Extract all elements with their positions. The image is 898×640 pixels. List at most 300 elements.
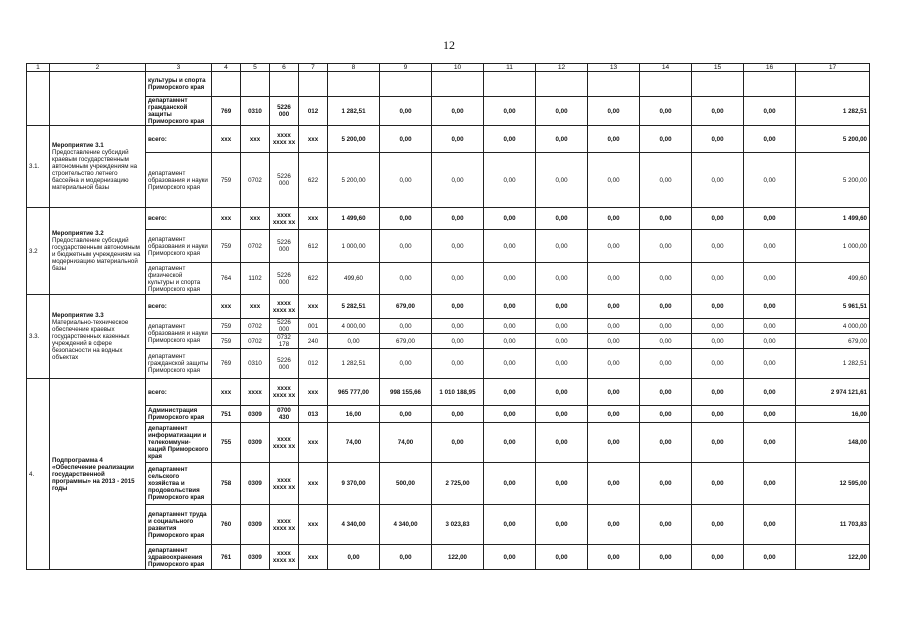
table-row (27, 97, 870, 126)
code-cell: ххх (299, 545, 328, 570)
amount-cell: 0,00 (484, 349, 536, 379)
column-number: 3 (146, 64, 212, 72)
total-cell: 148,00 (796, 423, 870, 463)
amount-cell: 500,00 (380, 463, 432, 505)
amount-cell: 1 282,51 (328, 349, 380, 379)
amount-cell: 0,00 (692, 406, 744, 423)
amount-cell: 679,00 (380, 295, 432, 319)
code-cell: ххх (299, 379, 328, 406)
amount-cell: 0,00 (692, 208, 744, 230)
amount-cell: 0,00 (484, 153, 536, 208)
table-row (27, 463, 870, 505)
total-cell: 1 499,60 (796, 208, 870, 230)
code-cell: хххх хххх хх (270, 505, 299, 545)
item-name-title: Мероприятие 3.2 (52, 230, 104, 237)
amount-cell: 0,00 (588, 97, 640, 126)
amount-cell: 0,00 (536, 406, 588, 423)
amount-cell: 0,00 (536, 153, 588, 208)
page-number: 12 (443, 38, 455, 52)
code-cell: 5226 000 (270, 230, 299, 263)
budget-table (26, 63, 870, 570)
code-cell: ххх (299, 505, 328, 545)
amount-cell: 0,00 (744, 349, 796, 379)
total-cell: 499,60 (796, 263, 870, 295)
executor-cell: всего: (146, 295, 212, 319)
total-cell: 1 282,51 (796, 97, 870, 126)
code-cell: 622 (299, 153, 328, 208)
table-row (27, 295, 870, 319)
code-cell: 0309 (241, 505, 270, 545)
amount-cell: 0,00 (640, 319, 692, 334)
amount-cell: 1 282,51 (328, 97, 380, 126)
amount-cell: 5 200,00 (328, 153, 380, 208)
amount-cell: 0,00 (536, 319, 588, 334)
amount-cell: 0,00 (380, 406, 432, 423)
amount-cell: 0,00 (432, 263, 484, 295)
amount-cell (536, 72, 588, 97)
amount-cell: 122,00 (432, 545, 484, 570)
executor-cell: департамент образования и науки Приморского края (146, 230, 212, 263)
amount-cell: 0,00 (328, 545, 380, 570)
amount-cell: 0,00 (484, 545, 536, 570)
code-cell: 013 (299, 406, 328, 423)
amount-cell: 679,00 (380, 334, 432, 349)
amount-cell: 0,00 (640, 334, 692, 349)
code-cell: 0702 (241, 319, 270, 334)
code-cell: хххх хххх хх (270, 545, 299, 570)
amount-cell: 0,00 (744, 406, 796, 423)
amount-cell: 0,00 (588, 153, 640, 208)
item-number: 3.1. (27, 126, 50, 208)
code-cell: хххх хххх хх (270, 295, 299, 319)
amount-cell: 0,00 (432, 319, 484, 334)
amount-cell (692, 72, 744, 97)
column-number: 1 (27, 64, 50, 72)
amount-cell: 0,00 (484, 126, 536, 153)
amount-cell (380, 72, 432, 97)
item-number: 4. (27, 379, 50, 570)
amount-cell: 0,00 (536, 423, 588, 463)
total-cell: 12 595,00 (796, 463, 870, 505)
amount-cell: 0,00 (692, 545, 744, 570)
code-cell: 0310 (241, 349, 270, 379)
amount-cell: 0,00 (744, 263, 796, 295)
code-cell: 5226 000 (270, 349, 299, 379)
column-number: 12 (536, 64, 588, 72)
total-cell: 2 974 121,61 (796, 379, 870, 406)
code-cell: ххх (212, 126, 241, 153)
item-number: 3.3. (27, 295, 50, 379)
amount-cell: 0,00 (692, 126, 744, 153)
total-cell: 11 703,83 (796, 505, 870, 545)
amount-cell: 0,00 (692, 334, 744, 349)
code-cell: ххх (299, 208, 328, 230)
code-cell: хххх хххх хх (270, 126, 299, 153)
code-cell: хххх хххх хх (270, 423, 299, 463)
amount-cell (796, 72, 870, 97)
amount-cell: 0,00 (588, 230, 640, 263)
code-cell: 769 (212, 97, 241, 126)
amount-cell: 0,00 (536, 505, 588, 545)
amount-cell: 0,00 (588, 349, 640, 379)
table-row (27, 153, 870, 208)
amount-cell: 0,00 (536, 463, 588, 505)
executor-cell: департамент труда и социального развития Приморского края (146, 505, 212, 545)
column-number: 11 (484, 64, 536, 72)
table-row (27, 406, 870, 423)
item-name: Подпрограмма 4 «Обеспечение реализации государственной программы» на 2013 - 2015 годы (50, 379, 146, 570)
column-number: 4 (212, 64, 241, 72)
executor-cell: департамент информатизации и телекоммуни- каций Приморского края (146, 423, 212, 463)
code-cell: хххх хххх хх (270, 379, 299, 406)
amount-cell: 0,00 (484, 379, 536, 406)
code-cell: 0309 (241, 545, 270, 570)
code-cell: 5226 000 (270, 263, 299, 295)
code-cell: 5226 000 (270, 97, 299, 126)
amount-cell: 0,00 (380, 97, 432, 126)
amount-cell: 0,00 (380, 230, 432, 263)
code-cell: ххх (212, 208, 241, 230)
total-cell: 5 200,00 (796, 153, 870, 208)
amount-cell: 965 777,00 (328, 379, 380, 406)
amount-cell (588, 72, 640, 97)
amount-cell: 0,00 (692, 423, 744, 463)
code-cell: 0702 (241, 230, 270, 263)
amount-cell: 0,00 (328, 334, 380, 349)
amount-cell: 0,00 (692, 505, 744, 545)
amount-cell: 0,00 (692, 379, 744, 406)
executor-cell: департамент здравоохранения Приморского края (146, 545, 212, 570)
amount-cell: 0,00 (380, 263, 432, 295)
amount-cell: 0,00 (692, 319, 744, 334)
amount-cell: 0,00 (640, 295, 692, 319)
executor-cell: департамент образования и науки Приморского края (146, 153, 212, 208)
executor-cell: культуры и спорта Приморского края (146, 72, 212, 97)
table-row (27, 505, 870, 545)
total-cell: 1 282,51 (796, 349, 870, 379)
executor-cell: всего: (146, 208, 212, 230)
amount-cell: 0,00 (380, 319, 432, 334)
amount-cell: 0,00 (640, 349, 692, 379)
table-row (27, 379, 870, 406)
amount-cell: 0,00 (640, 97, 692, 126)
amount-cell: 0,00 (432, 334, 484, 349)
amount-cell (432, 72, 484, 97)
amount-cell (744, 72, 796, 97)
code-cell: 1102 (241, 263, 270, 295)
code-cell: хххх (241, 379, 270, 406)
code-cell: 5226 000 (270, 319, 299, 334)
total-cell: 122,00 (796, 545, 870, 570)
amount-cell: 1 499,60 (328, 208, 380, 230)
amount-cell: 0,00 (380, 153, 432, 208)
item-name: Мероприятие 3.2 Предоставление субсидий государственным автономным и бюджетным учреждениям на модернизацию материальной базы (50, 208, 146, 295)
amount-cell: 0,00 (432, 349, 484, 379)
amount-cell: 0,00 (484, 423, 536, 463)
amount-cell: 0,00 (640, 423, 692, 463)
column-number: 2 (50, 64, 146, 72)
item-name: Мероприятие 3.1 Предоставление субсидий краевым государственным автономным учреждениям на строительство летнего бассейна и модернизацию материальной базы (50, 126, 146, 208)
code-cell: ххх (299, 295, 328, 319)
amount-cell: 0,00 (640, 263, 692, 295)
item-name-title: Мероприятие 3.1 (52, 142, 104, 149)
column-number: 8 (328, 64, 380, 72)
code-cell: 0702 (241, 334, 270, 349)
column-number: 13 (588, 64, 640, 72)
amount-cell: 4 340,00 (328, 505, 380, 545)
amount-cell: 0,00 (588, 423, 640, 463)
amount-cell: 0,00 (744, 423, 796, 463)
code-cell: 240 (299, 334, 328, 349)
table-row (27, 423, 870, 463)
column-number: 7 (299, 64, 328, 72)
amount-cell: 0,00 (692, 349, 744, 379)
amount-cell: 0,00 (588, 545, 640, 570)
amount-cell: 0,00 (432, 423, 484, 463)
amount-cell: 0,00 (536, 334, 588, 349)
amount-cell: 16,00 (328, 406, 380, 423)
amount-cell: 0,00 (484, 505, 536, 545)
code-cell: ххх (241, 126, 270, 153)
total-cell: 5 961,51 (796, 295, 870, 319)
executor-cell: всего: (146, 379, 212, 406)
amount-cell: 0,00 (588, 505, 640, 545)
amount-cell: 0,00 (744, 463, 796, 505)
amount-cell: 0,00 (432, 295, 484, 319)
amount-cell: 0,00 (432, 406, 484, 423)
amount-cell: 0,00 (484, 295, 536, 319)
amount-cell: 0,00 (380, 349, 432, 379)
amount-cell: 0,00 (536, 126, 588, 153)
amount-cell: 0,00 (432, 208, 484, 230)
amount-cell: 0,00 (744, 379, 796, 406)
code-cell: 758 (212, 463, 241, 505)
amount-cell: 0,00 (484, 406, 536, 423)
amount-cell (328, 72, 380, 97)
amount-cell: 0,00 (380, 545, 432, 570)
amount-cell: 0,00 (536, 349, 588, 379)
column-number: 14 (640, 64, 692, 72)
amount-cell: 0,00 (536, 230, 588, 263)
amount-cell: 2 725,00 (432, 463, 484, 505)
amount-cell: 0,00 (588, 208, 640, 230)
code-cell: 5226 000 (270, 153, 299, 208)
table-row (27, 545, 870, 570)
amount-cell: 0,00 (744, 319, 796, 334)
total-cell: 1 000,00 (796, 230, 870, 263)
column-number-row (27, 64, 870, 72)
amount-cell: 0,00 (484, 263, 536, 295)
code-cell: 759 (212, 334, 241, 349)
code-cell: 759 (212, 319, 241, 334)
amount-cell: 0,00 (484, 208, 536, 230)
code-cell (241, 72, 270, 97)
amount-cell: 0,00 (744, 97, 796, 126)
code-cell: 761 (212, 545, 241, 570)
code-cell: 759 (212, 153, 241, 208)
amount-cell: 0,00 (484, 97, 536, 126)
code-cell: ххх (241, 208, 270, 230)
amount-cell: 0,00 (588, 126, 640, 153)
code-cell: 751 (212, 406, 241, 423)
total-cell: 16,00 (796, 406, 870, 423)
item-name (50, 72, 146, 126)
amount-cell: 0,00 (432, 126, 484, 153)
amount-cell: 0,00 (536, 379, 588, 406)
amount-cell: 1 010 188,95 (432, 379, 484, 406)
amount-cell: 0,00 (588, 406, 640, 423)
amount-cell: 0,00 (744, 153, 796, 208)
amount-cell: 0,00 (744, 295, 796, 319)
amount-cell: 5 282,51 (328, 295, 380, 319)
amount-cell: 0,00 (640, 208, 692, 230)
code-cell: 759 (212, 230, 241, 263)
code-cell: 612 (299, 230, 328, 263)
executor-cell: департамент гражданской защиты Приморского края (146, 97, 212, 126)
amount-cell: 0,00 (692, 263, 744, 295)
code-cell (212, 72, 241, 97)
amount-cell: 0,00 (484, 230, 536, 263)
executor-cell: департамент физической культуры и спорта Приморского края (146, 263, 212, 295)
item-number: 3.2 (27, 208, 50, 295)
amount-cell: 0,00 (588, 334, 640, 349)
amount-cell: 0,00 (484, 334, 536, 349)
code-cell: 0309 (241, 463, 270, 505)
code-cell: 760 (212, 505, 241, 545)
code-cell (270, 72, 299, 97)
code-cell: ххх (299, 126, 328, 153)
code-cell: хххх хххх хх (270, 463, 299, 505)
code-cell: ххх (212, 379, 241, 406)
amount-cell: 4 340,00 (380, 505, 432, 545)
executor-cell: всего: (146, 126, 212, 153)
column-number: 10 (432, 64, 484, 72)
column-number: 16 (744, 64, 796, 72)
amount-cell: 0,00 (432, 153, 484, 208)
amount-cell: 0,00 (484, 463, 536, 505)
code-cell: 755 (212, 423, 241, 463)
executor-cell: департамент гражданской защиты Приморского края (146, 349, 212, 379)
code-cell: 012 (299, 349, 328, 379)
total-cell: 4 000,00 (796, 319, 870, 334)
amount-cell: 0,00 (744, 545, 796, 570)
table-row (27, 319, 870, 334)
amount-cell: 0,00 (640, 379, 692, 406)
amount-cell: 9 370,00 (328, 463, 380, 505)
amount-cell: 0,00 (380, 208, 432, 230)
amount-cell: 0,00 (692, 230, 744, 263)
amount-cell: 0,00 (588, 319, 640, 334)
amount-cell: 0,00 (640, 230, 692, 263)
executor-cell: Администрация Приморского края (146, 406, 212, 423)
code-cell: 0310 (241, 97, 270, 126)
code-cell: 622 (299, 263, 328, 295)
amount-cell: 0,00 (692, 153, 744, 208)
amount-cell: 0,00 (692, 97, 744, 126)
amount-cell: 0,00 (536, 208, 588, 230)
amount-cell: 0,00 (640, 153, 692, 208)
amount-cell: 0,00 (588, 295, 640, 319)
amount-cell: 74,00 (328, 423, 380, 463)
table-row (27, 263, 870, 295)
code-cell: ххх (299, 463, 328, 505)
amount-cell: 0,00 (640, 545, 692, 570)
amount-cell (484, 72, 536, 97)
code-cell: ххх (299, 423, 328, 463)
amount-cell: 0,00 (536, 545, 588, 570)
code-cell: 012 (299, 97, 328, 126)
amount-cell: 0,00 (640, 126, 692, 153)
amount-cell: 0,00 (380, 126, 432, 153)
code-cell: 764 (212, 263, 241, 295)
executor-cell: департамент сельского хозяйства и продовольствия Приморского края (146, 463, 212, 505)
code-cell: 769 (212, 349, 241, 379)
amount-cell: 0,00 (692, 295, 744, 319)
amount-cell: 998 155,66 (380, 379, 432, 406)
column-number: 6 (270, 64, 299, 72)
code-cell: ххх (241, 295, 270, 319)
amount-cell: 0,00 (432, 230, 484, 263)
amount-cell: 74,00 (380, 423, 432, 463)
amount-cell: 5 200,00 (328, 126, 380, 153)
amount-cell: 3 023,83 (432, 505, 484, 545)
amount-cell: 0,00 (744, 505, 796, 545)
code-cell: 0700 430 (270, 406, 299, 423)
amount-cell: 0,00 (432, 97, 484, 126)
total-cell: 5 200,00 (796, 126, 870, 153)
column-number: 15 (692, 64, 744, 72)
code-cell (299, 72, 328, 97)
amount-cell: 0,00 (692, 463, 744, 505)
table-row (27, 230, 870, 263)
code-cell: 0309 (241, 423, 270, 463)
amount-cell: 0,00 (484, 319, 536, 334)
total-cell: 679,00 (796, 334, 870, 349)
amount-cell: 0,00 (588, 463, 640, 505)
code-cell: 0732 178 (270, 334, 299, 349)
amount-cell: 0,00 (640, 463, 692, 505)
table-row (27, 349, 870, 379)
amount-cell: 0,00 (536, 295, 588, 319)
column-number: 9 (380, 64, 432, 72)
amount-cell (640, 72, 692, 97)
amount-cell: 0,00 (588, 263, 640, 295)
amount-cell: 0,00 (744, 230, 796, 263)
item-number (27, 72, 50, 126)
amount-cell: 0,00 (744, 126, 796, 153)
code-cell: ххх (212, 295, 241, 319)
code-cell: 0309 (241, 406, 270, 423)
column-number: 5 (241, 64, 270, 72)
amount-cell: 4 000,00 (328, 319, 380, 334)
code-cell: хххх хххх хх (270, 208, 299, 230)
amount-cell: 0,00 (640, 406, 692, 423)
table-row (27, 208, 870, 230)
item-name-title: Мероприятие 3.3 (52, 312, 104, 319)
table-row (27, 72, 870, 97)
table-row (27, 126, 870, 153)
amount-cell: 0,00 (536, 263, 588, 295)
amount-cell: 0,00 (744, 334, 796, 349)
code-cell: 001 (299, 319, 328, 334)
code-cell: 0702 (241, 153, 270, 208)
executor-cell: департамент образования и науки Приморского края (146, 319, 212, 349)
item-name: Мероприятие 3.3 Материально-техническое обеспечение краевых государственных казенных учреждений в сфере безопасности на водных объектах (50, 295, 146, 379)
amount-cell: 0,00 (588, 379, 640, 406)
amount-cell: 1 000,00 (328, 230, 380, 263)
column-number: 17 (796, 64, 870, 72)
amount-cell: 0,00 (744, 208, 796, 230)
